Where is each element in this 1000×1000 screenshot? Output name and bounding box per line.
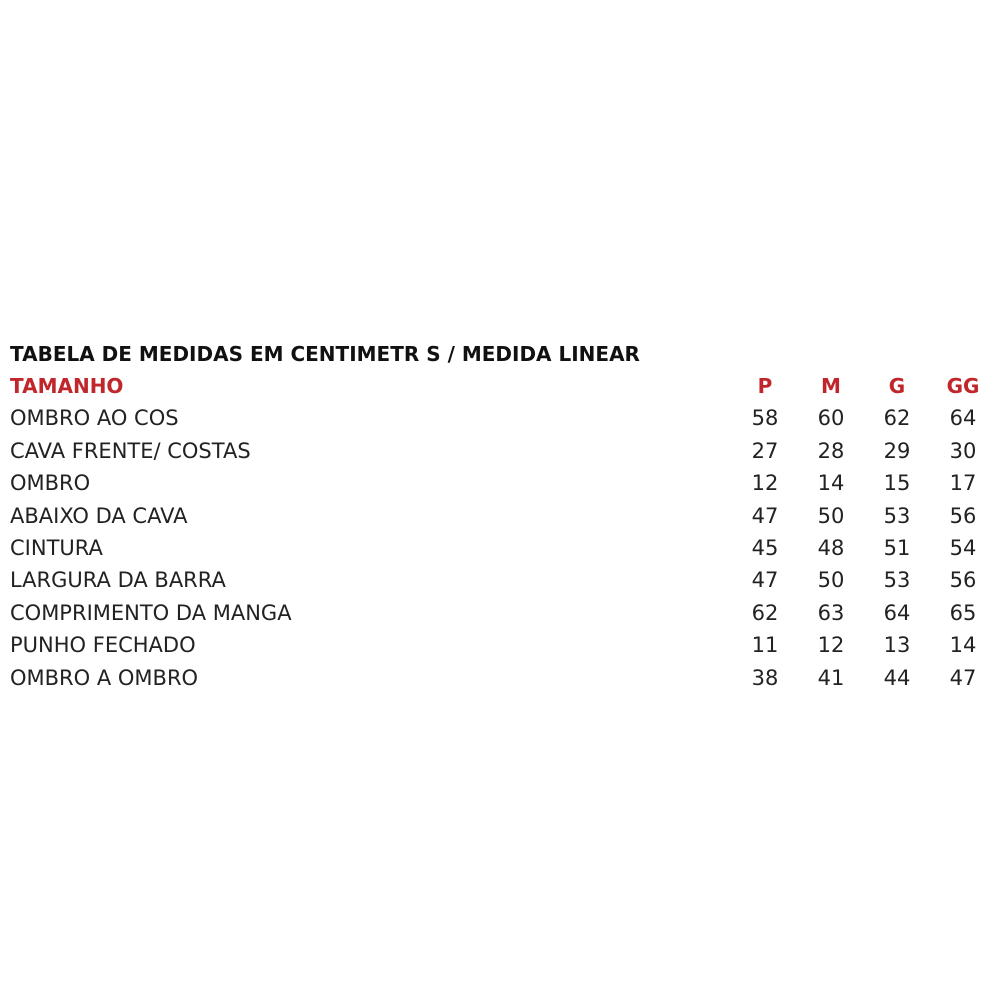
cell-g: 53 <box>883 503 911 528</box>
cell-g: 62 <box>883 406 911 431</box>
table-row <box>10 500 995 532</box>
cell-g: 51 <box>883 535 911 560</box>
cell-p: 11 <box>751 633 779 658</box>
cell-gg: 14 <box>949 633 977 658</box>
cell-p: 38 <box>751 665 779 690</box>
table-row <box>10 597 995 629</box>
cell-m: 28 <box>817 438 845 463</box>
table-row <box>10 564 995 596</box>
cell-gg: 56 <box>949 503 977 528</box>
cell-m: 14 <box>817 471 845 496</box>
cell-g: 53 <box>883 568 911 593</box>
table-row <box>10 402 995 434</box>
cell-g: 13 <box>883 633 911 658</box>
row-label: OMBRO AO COS <box>10 406 179 431</box>
row-label: OMBRO A OMBRO <box>10 665 199 690</box>
row-label: CAVA FRENTE/ COSTAS <box>10 438 251 463</box>
cell-gg: 54 <box>949 535 977 560</box>
cell-g: 15 <box>883 471 911 496</box>
table-row <box>10 532 995 564</box>
header-size-g: G <box>888 374 906 398</box>
table-header-row <box>10 370 995 402</box>
size-table <box>10 338 995 694</box>
header-size-gg: GG <box>946 374 980 398</box>
cell-m: 60 <box>817 406 845 431</box>
table-title: TABELA DE MEDIDAS EM CENTIMETR S / MEDIDA LINEAR <box>10 342 640 366</box>
row-label: LARGURA DA BARRA <box>10 568 226 593</box>
cell-p: 47 <box>751 568 779 593</box>
row-label: PUNHO FECHADO <box>10 633 196 658</box>
cell-m: 48 <box>817 535 845 560</box>
cell-gg: 17 <box>949 471 977 496</box>
cell-m: 50 <box>817 503 845 528</box>
cell-p: 27 <box>751 438 779 463</box>
row-label: COMPRIMENTO DA MANGA <box>10 600 292 625</box>
cell-gg: 65 <box>949 600 977 625</box>
cell-g: 29 <box>883 438 911 463</box>
table-row <box>10 629 995 661</box>
cell-p: 58 <box>751 406 779 431</box>
header-size-p: P <box>757 374 773 398</box>
cell-p: 62 <box>751 600 779 625</box>
cell-gg: 30 <box>949 438 977 463</box>
cell-gg: 64 <box>949 406 977 431</box>
cell-m: 63 <box>817 600 845 625</box>
cell-m: 12 <box>817 633 845 658</box>
cell-m: 41 <box>817 665 845 690</box>
cell-p: 45 <box>751 535 779 560</box>
header-label: TAMANHO <box>10 374 124 398</box>
row-label: OMBRO <box>10 471 91 496</box>
cell-p: 12 <box>751 471 779 496</box>
cell-g: 64 <box>883 600 911 625</box>
cell-m: 50 <box>817 568 845 593</box>
cell-p: 47 <box>751 503 779 528</box>
row-label: ABAIXO DA CAVA <box>10 503 188 528</box>
table-row <box>10 662 995 694</box>
table-row <box>10 435 995 467</box>
cell-gg: 47 <box>949 665 977 690</box>
row-label: CINTURA <box>10 535 103 560</box>
table-row <box>10 467 995 499</box>
cell-g: 44 <box>883 665 911 690</box>
cell-gg: 56 <box>949 568 977 593</box>
header-size-m: M <box>821 374 841 398</box>
